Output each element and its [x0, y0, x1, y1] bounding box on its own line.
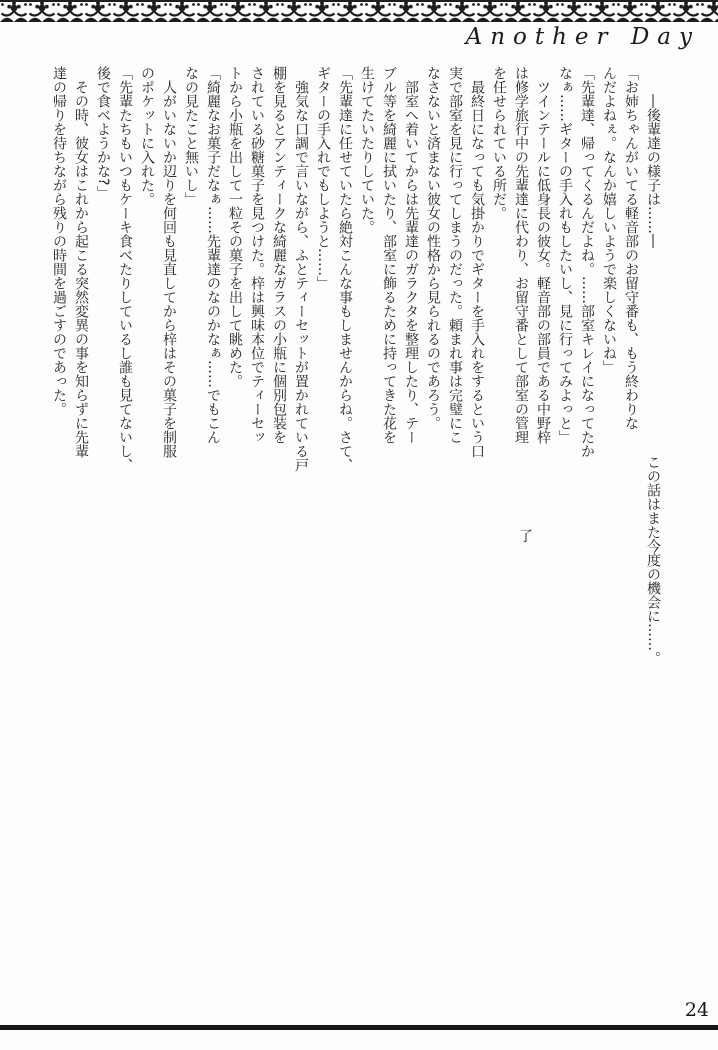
story-end-mark: 了: [519, 529, 533, 545]
story-column: 部室へ着いてからは先輩達のガラクタを整理したり、テー: [403, 66, 419, 444]
story-column: んだよねぇ。なんか嬉しいようで楽しくないね」: [601, 66, 617, 374]
story-column: 「先輩達に任せていたら絶対こんな事もしませんからね。さて、: [337, 66, 353, 472]
page-title: Another Day: [465, 24, 700, 50]
story-column: 人がいないか辺りを何回も見直してから梓はその菓子を制服: [161, 66, 177, 458]
story-column: されている砂糖菓子を見つけた。梓は興味本位でティーセッ: [249, 66, 265, 444]
story-column: その時、彼女はこれから起こる突然変異の事を知らずに先輩: [73, 66, 89, 458]
story-column: ブル等を綺麗に拭いたり、部室に飾るために持ってきた花を: [381, 66, 397, 444]
story-column: 「綺麗なお菓子だなぁ……先輩達のなのかなぁ……でもこん: [205, 66, 221, 444]
bottom-rule: [0, 1025, 718, 1030]
story-column: ツインテールに低身長の彼女。軽音部の部員である中野梓: [535, 66, 551, 444]
story-column: 「先輩たちもいつもケーキ食べたりしているし誰も見てないし、: [117, 66, 133, 472]
story-column: トから小瓶を出して一粒その菓子を出して眺めた。: [227, 66, 243, 388]
page-number: 24: [684, 999, 709, 1021]
story-text: [48, 66, 664, 486]
story-column: 「先輩達、帰ってくるんだよね。……部室キレイになってたか: [579, 66, 595, 458]
story-column: なぁ……ギターの手入れもしたいし、見に行ってみよっと」: [557, 66, 573, 444]
story-column: 生けてたいたりしていた。: [359, 66, 375, 234]
story-column: 「お姉ちゃんがいてる軽音部のお留守番も、もう終わりな: [623, 66, 639, 430]
story-column: 達の帰りを待ちながら残りの時間を過ごすのであった。: [51, 66, 67, 416]
story-column: ―後輩達の様子は……―: [645, 66, 661, 248]
story-column: ギターの手入れでもしようと……」: [315, 66, 331, 290]
story-column: 後で食べようかな?」: [95, 66, 111, 200]
story-column: 実で部室を見に行ってしまうのだった。頼まれ事は完璧にこ: [447, 66, 463, 444]
story-column: 強気な口調で言いながら、ふとティーセットが置かれている戸: [293, 66, 309, 472]
story-column: を任せられている所だ。: [491, 66, 507, 220]
story-column: のポケットに入れた。: [139, 66, 155, 206]
story-column: 棚を見るとアンティークな綺麗なガラスの小瓶に個別包装を: [271, 66, 287, 444]
story-column: なの見たこと無いし」: [183, 66, 199, 206]
story-column: なさないと済まない彼女の性格から見られるのであろう。: [425, 66, 441, 430]
story-column: は修学旅行中の先輩達に代わり、お留守番として部室の管理: [513, 66, 529, 444]
tail-note: この話はまた今度の機会に……。: [645, 455, 661, 665]
story-column: 最終日になっても気掛かりでギターを手入れをするという口: [469, 66, 485, 458]
ornamental-border-icon: [0, 0, 718, 22]
